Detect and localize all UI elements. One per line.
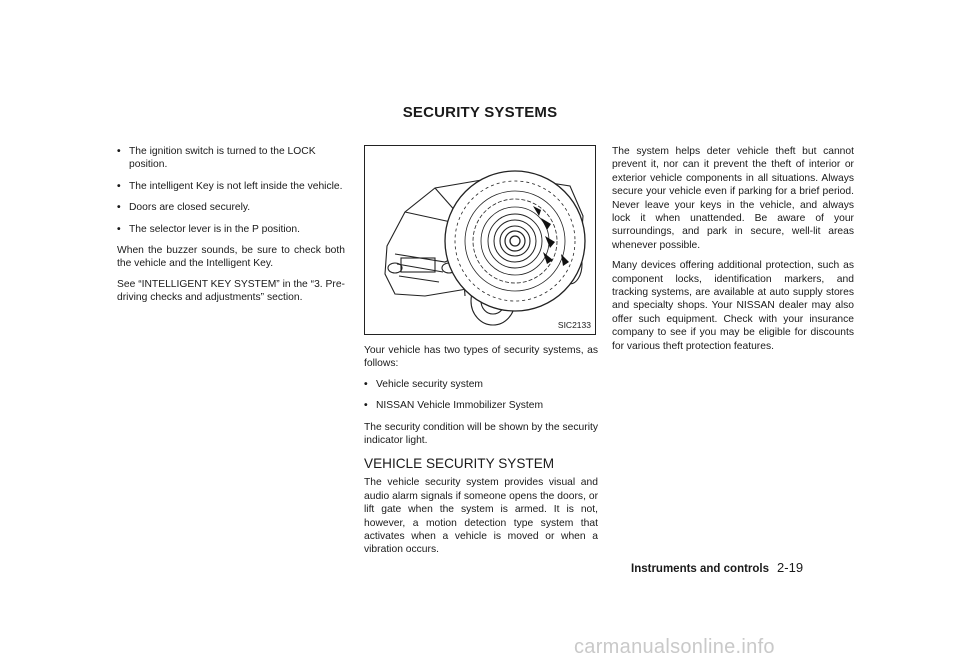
paragraph: Many devices offering additional protection, such as component locks, identification markers, and tracking systems, are available at auto supply stores and specialty shops. Your NISSAN dealer may also offer such equipment. Check with your insurance company to see if you may be eligible for discounts for various theft protection features.	[612, 260, 854, 352]
list-item: • Vehicle security system	[364, 378, 484, 390]
subheading: VEHICLE SECURITY SYSTEM	[364, 456, 555, 472]
list-item: • NISSAN Vehicle Immobilizer System	[364, 400, 544, 412]
column-3	[612, 145, 854, 360]
list-item: • Doors are closed securely.	[117, 202, 251, 214]
paragraph: When the buzzer sounds, be sure to check both the vehicle and the Intelligent Key.	[117, 245, 345, 270]
paragraph: The vehicle security system provides visual and audio alarm signals if someone opens the doors, or lift gate when the system is armed. It is not, however, a motion detection type system that activates when a vehicle is moved or when a vibration occurs.	[364, 477, 598, 556]
bullet-icon: •	[117, 223, 121, 235]
page-footer	[631, 560, 803, 575]
paragraph: See “INTELLIGENT KEY SYSTEM” in the “3. Pre-driving checks and adjustments” section.	[117, 278, 345, 304]
bullet-icon: •	[117, 146, 121, 157]
page-number: 2-19	[777, 560, 804, 575]
watermark: carmanualsonline.info	[574, 636, 775, 658]
bullet-icon: •	[364, 400, 368, 412]
figure-vehicle-security	[364, 145, 596, 335]
bullet-icon: •	[117, 180, 121, 192]
footer-section-title: Instruments and controls	[631, 563, 770, 575]
list-item: • The intelligent Key is not left inside the vehicle.	[117, 180, 343, 192]
column-1	[117, 145, 345, 312]
bullet-icon: •	[117, 202, 121, 214]
vehicle-illustration	[365, 146, 595, 334]
paragraph: The system helps deter vehicle theft but cannot prevent it, nor can it prevent the theft of interior or exterior vehicle components in all situations. Always secure your vehicle even if parking for a brief period. Never leave your keys in the vehicle, and always lock it when unattended. Be aware of your surroundings, and park in secure, well-lit areas whenever possible.	[612, 146, 854, 251]
list-item: • The selector lever is in the P position.	[117, 223, 300, 235]
paragraph: The security condition will be shown by the security indicator light.	[364, 421, 598, 447]
bullet-icon: •	[364, 378, 368, 390]
figure-code: SIC2133	[557, 319, 591, 330]
page-heading: SECURITY SYSTEMS	[402, 104, 558, 121]
list-item: • The ignition switch is turned to the LOCK position.	[117, 146, 316, 171]
paragraph: Your vehicle has two types of security systems, as follows:	[364, 345, 598, 370]
column-2	[364, 145, 598, 564]
